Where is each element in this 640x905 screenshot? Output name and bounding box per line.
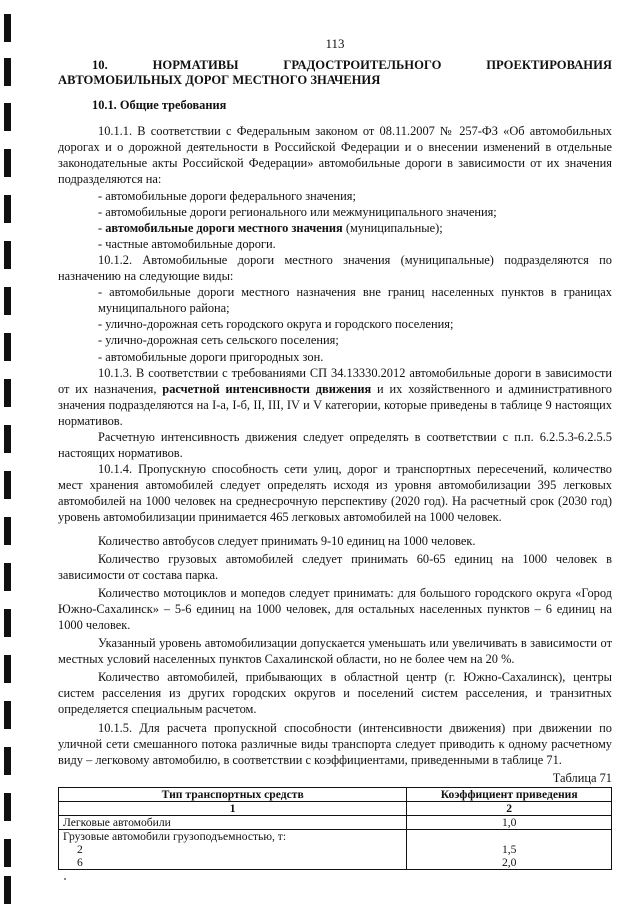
paragraph-10-1-5: 10.1.5. Для расчета пропускной способности (интенсивности движения) при движении по уличной сети смешанного потока различные виды транспорта следует приводить к одному расчетному виду – легковому автомобилю, в соответствии с коэффициентами, приведенными в таблице 71. <box>58 720 612 767</box>
text-run: и их хозяйственного и административного значения подразделяются на I-а, I-б, II, III, IV и V категории, которые приведены в таблице 9 настоящих нормативов. <box>58 381 613 428</box>
coefficient-table <box>58 787 612 870</box>
binding-mark <box>4 333 11 361</box>
paragraph: Количество мотоциклов и мопедов следует принимать: для большого городского округа «Город Южно-Сахалинск» – 5-6 единиц на 1000 человек, для остальных населенных пунктов – 6 единиц на 1000 человек. <box>58 585 612 632</box>
bold-term: автомобильные дороги местного значения <box>105 220 343 235</box>
table-cell: 2,0 <box>407 856 612 870</box>
list-item: - автомобильные дороги регионального или межмуниципального значения; <box>98 204 497 219</box>
binding-mark <box>4 655 11 683</box>
table-cell: 1 <box>59 801 407 815</box>
table-cell: 6 <box>59 856 407 870</box>
list-item: - автомобильные дороги пригородных зон. <box>98 349 324 364</box>
page-content <box>58 36 612 870</box>
paragraph-10-1-3 <box>58 365 612 429</box>
list-item: - частные автомобильные дороги. <box>98 236 276 251</box>
table-header: Коэффициент приведения <box>407 787 612 801</box>
list-item <box>58 220 612 236</box>
binding-mark <box>4 701 11 729</box>
binding-mark <box>4 517 11 545</box>
heading-word: ГРАДОСТРОИТЕЛЬНОГО <box>283 58 442 73</box>
table-cell <box>407 829 612 843</box>
table-cell: 2 <box>59 843 407 856</box>
table-cell: Грузовые автомобили грузоподъемностью, т: <box>59 829 407 843</box>
binding-mark <box>4 563 11 591</box>
binding-mark <box>4 379 11 407</box>
paragraph: Расчетную интенсивность движения следует определять в соответствии с п.п. 6.2.5.3-6.2.5.5 настоящих нормативов. <box>58 429 612 461</box>
binding-mark <box>4 14 11 42</box>
section-heading <box>58 58 612 88</box>
binding-mark <box>4 58 11 86</box>
binding-mark <box>4 425 11 453</box>
paragraph: Количество автобусов следует принимать 9-10 единиц на 1000 человек. <box>98 533 476 548</box>
list-dash: - <box>98 220 106 235</box>
table-row <box>59 815 612 829</box>
scan-speck <box>64 878 66 880</box>
paragraph: Указанный уровень автомобилизации допускается уменьшать или увеличивать в зависимости от местных условий населенных пунктов Сахалинской области, но не более чем на 20 %. <box>58 636 612 667</box>
table-row <box>59 843 612 856</box>
text-run: 10.1.3. В соответствии с требованиями СП 34.13330.2012 автомобильные дороги в зависимости от их назначения, <box>58 365 612 396</box>
list-item: - автомобильные дороги федерального значения; <box>98 188 356 203</box>
binding-mark <box>4 839 11 867</box>
table-cell: 1,0 <box>407 815 612 829</box>
table-header: Тип транспортных средств <box>59 787 407 801</box>
paragraph-10-1-2: 10.1.2. Автомобильные дороги местного значения (муниципальные) подразделяются по назначению на следующие виды: <box>58 252 612 284</box>
heading-word: ПРОЕКТИРОВАНИЯ <box>486 58 612 73</box>
binding-mark <box>4 195 11 223</box>
binding-mark <box>4 241 11 269</box>
paragraph: Количество грузовых автомобилей следует принимать 60-65 единиц на 1000 человек в зависимости от состава парка. <box>58 551 612 582</box>
table-cell: 2 <box>407 801 612 815</box>
subsection-heading: 10.1. Общие требования <box>92 98 227 113</box>
binding-marks <box>0 0 30 905</box>
bold-term: расчетной интенсивности движения <box>162 381 372 396</box>
binding-mark <box>4 747 11 775</box>
binding-mark <box>4 471 11 499</box>
table-caption: Таблица 71 <box>552 770 612 785</box>
paragraph-10-1-1: 10.1.1. В соответствии с Федеральным законом от 08.11.2007 № 257-ФЗ «Об автомобильных дорогах и о дорожной деятельности в Российской Федерации и о внесении изменений в отдельные законодательные акты Российской Федерации» автомобильные дороги в зависимости от их значения подразделяются на: <box>58 124 612 187</box>
binding-mark <box>4 287 11 315</box>
binding-mark <box>4 149 11 177</box>
binding-mark <box>4 609 11 637</box>
table-header-row <box>59 787 612 801</box>
binding-mark <box>4 876 11 904</box>
heading-word: НОРМАТИВЫ <box>152 58 239 73</box>
paragraph: Количество автомобилей, прибывающих в областной центр (г. Южно-Сахалинск), центры систем расселения из других городских округов и поселений систем расселения, и транзитных определяется специальным расчетом. <box>58 670 612 717</box>
table-cell: 1,5 <box>407 843 612 856</box>
heading-line-2: АВТОМОБИЛЬНЫХ ДОРОГ МЕСТНОГО ЗНАЧЕНИЯ <box>58 73 381 88</box>
binding-mark <box>4 793 11 821</box>
table-row <box>59 856 612 870</box>
section-number: 10. <box>92 58 108 73</box>
binding-mark <box>4 103 11 131</box>
table-row <box>59 829 612 843</box>
list-item: - автомобильные дороги местного назначения вне границ населенных пунктов в границах муниципального района; <box>98 285 612 316</box>
table-column-numbers <box>59 801 612 815</box>
list-item: - улично-дорожная сеть городского округа и городского поселения; <box>98 317 454 332</box>
page-number: 113 <box>325 36 345 51</box>
list-item: - улично-дорожная сеть сельского поселения; <box>98 333 339 348</box>
table-cell: Легковые автомобили <box>59 815 407 829</box>
list-item-rest: (муниципальные); <box>342 220 443 235</box>
paragraph-10-1-4: 10.1.4. Пропускную способность сети улиц, дорог и транспортных пересечений, количество мест хранения автомобилей следует определять исходя из уровня автомобилизации 395 легковых автомобилей на 1000 человек на среднесрочную перспективу (2020 год). На расчетный срок (2030 год) уровень автомобилизации принимается 465 легковых автомобилей на 1000 человек. <box>58 462 612 525</box>
